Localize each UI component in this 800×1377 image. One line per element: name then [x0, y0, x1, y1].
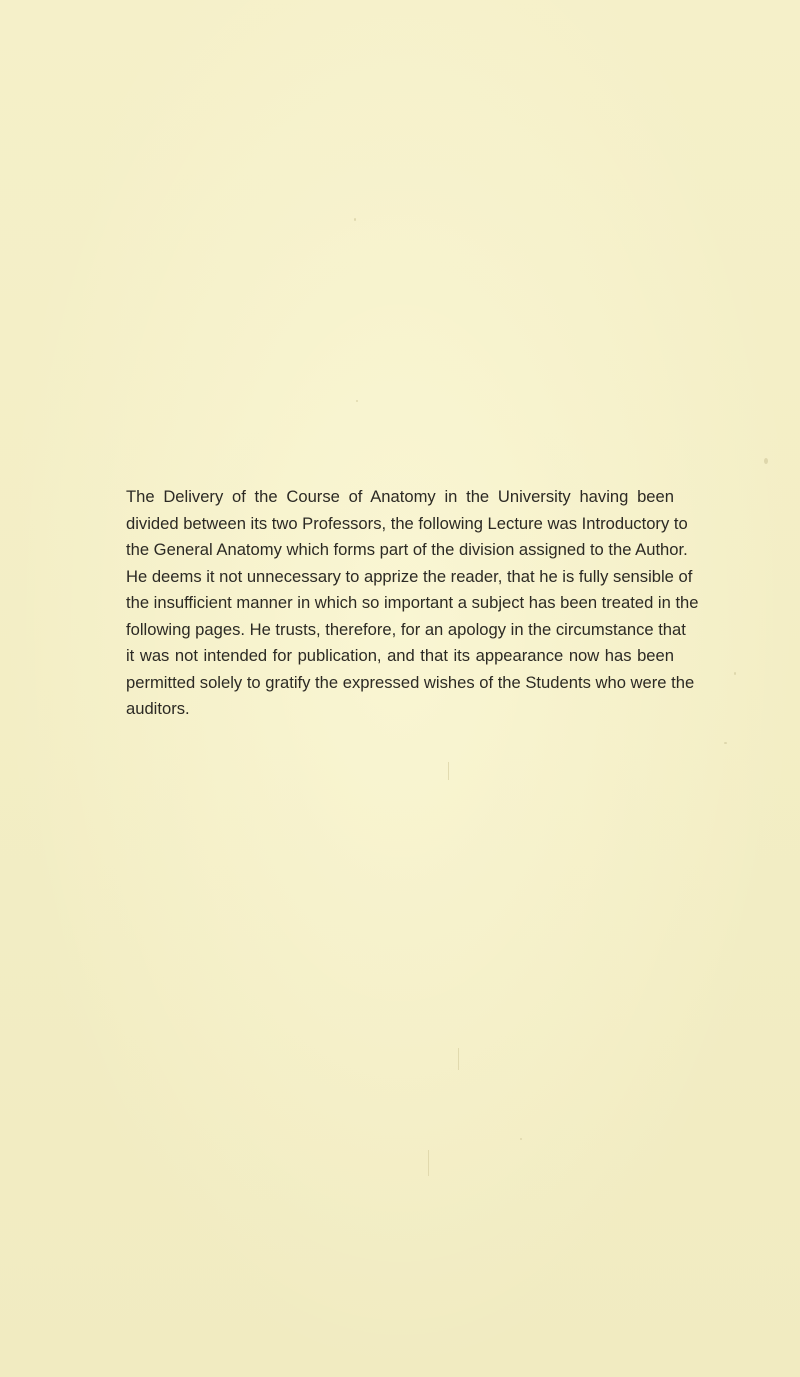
paper-fiber: [448, 762, 449, 780]
preface-line: it was not intended for publication, and that its appearance now has been: [126, 646, 674, 665]
paper-speck: [724, 742, 727, 744]
preface-line: divided between its two Professors, the following Lecture was Introductory to: [126, 513, 688, 533]
preface-paragraph: [126, 484, 699, 723]
paper-speck: [734, 672, 736, 675]
paper-speck: [764, 458, 768, 464]
preface-line: auditors.: [126, 699, 190, 718]
paper-speck: [356, 400, 358, 402]
preface-line: permitted solely to gratify the expressed wishes of the Students who were the: [126, 672, 695, 692]
preface-line: The Delivery of the Course of Anatomy in the University having been: [126, 487, 674, 506]
preface-line: He deems it not unnecessary to apprize the reader, that he is fully sensible of: [126, 566, 693, 586]
preface-line: the General Anatomy which forms part of the division assigned to the Author.: [126, 540, 688, 559]
preface-line: following pages. He trusts, therefore, for an apology in the circumstance that: [126, 619, 686, 639]
paper-speck: [354, 218, 356, 221]
preface-line: the insufficient manner in which so important a subject has been treated in the: [126, 593, 699, 612]
paper-fiber: [428, 1150, 429, 1176]
paper-speck: [520, 1138, 522, 1140]
paper-fiber: [458, 1048, 459, 1070]
